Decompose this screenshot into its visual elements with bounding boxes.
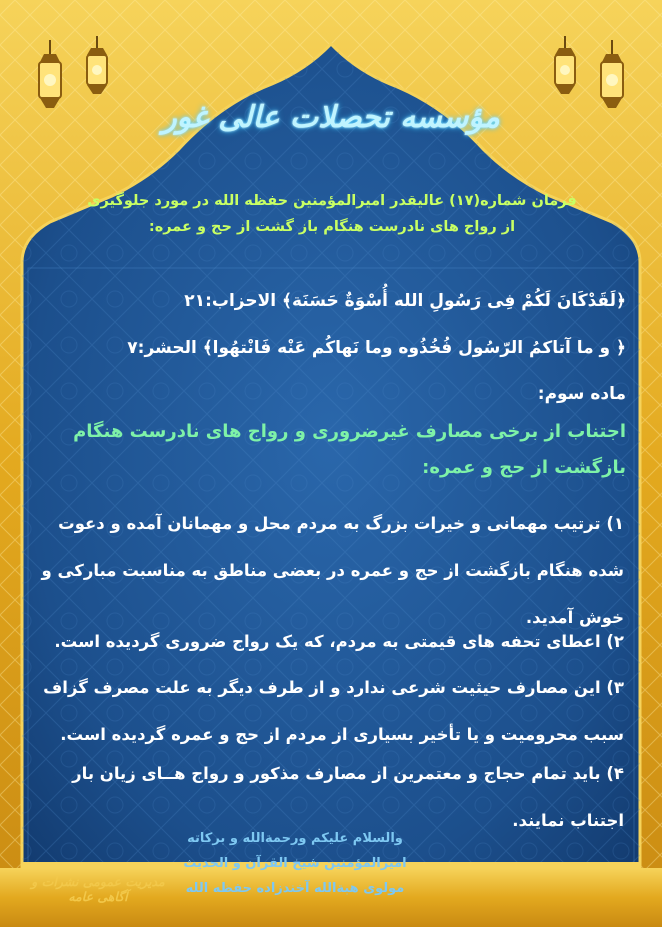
quran-quote-2: ﴿ و ما آتاکمُ الرّسُول فُخُذُوه وما نَهاکُم عَنْه فَانْتهُوا﴾ الحشر:۷ (127, 338, 626, 358)
decree-subtitle: فرمان شماره(۱۷) عالیقدر امیرالمؤمنین حفظه الله در مورد جلوگیری از رواج های نادرست هنگام باز گشت از حج و عمره: (87, 193, 577, 235)
paragraph: ۲) اعطای تحفه های قیمتی به مردم، که یک رواج ضروری گردیده است. (54, 632, 624, 651)
article-heading: اجتناب از برخی مصارف غیرضروری و رواج های نادرست هنگام بازگشت از حج و عمره: (73, 421, 626, 478)
closing-line: امیرالمؤمنین شیخ القرآن و الحدیث (183, 856, 407, 871)
article-label: ماده سوم: (537, 384, 626, 404)
page-title: مؤسسه تحصلات عالی غور (162, 100, 500, 135)
paragraph: ۱) ترتیب مهمانی و خیرات بزرگ به مردم محل و مهمانان آمده و دعوت شده هنگام بازگشت از حج و عمره در بعضی مناطق به مناسبت مبارکی و خوش آمدید. (41, 514, 624, 627)
paragraph: ۳) این مصارف حیثیت شرعی ندارد و از طرف دیگر به علت مصرف گزاف سبب محرومیت و یا تأخیر بسیاری از مردم از حج و عمره گردیده است. (43, 678, 624, 744)
publisher-signature: مدیریت عمومی نشرات و آگاهی عامه (31, 874, 165, 904)
paragraph: ۴) باید تمام حجاج و معتمرین از مصارف مذکور و رواج هــای زیان بار اجتناب نمایند. (72, 764, 624, 830)
quran-quote-1: ﴿لَقَدْكَانَ لَكُمْ فِی رَسُولِ الله أُسْوَةٌ حَسَنَة﴾ الاحزاب:۲۱ (184, 291, 626, 311)
closing-line: والسلام علیکم ورحمةالله و برکاته (187, 831, 403, 846)
closing-line: مولوی هبةالله آخندزاده حفظه الله (185, 881, 405, 896)
closing-block (180, 826, 410, 901)
